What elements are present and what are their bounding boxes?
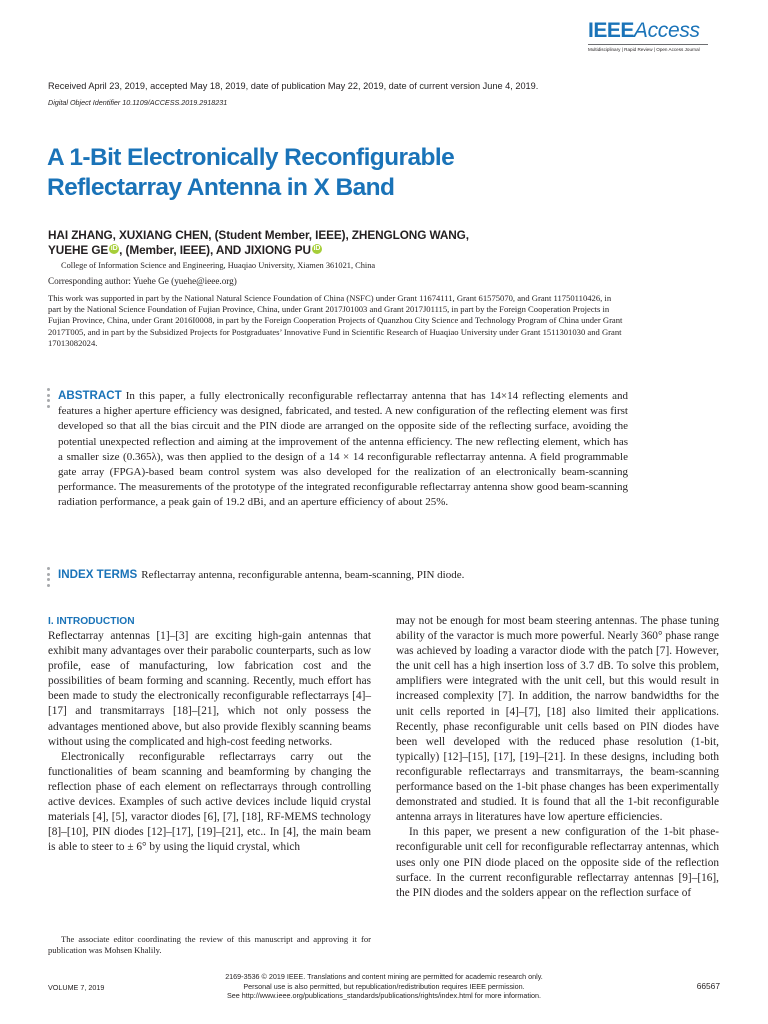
received-dates: Received April 23, 2019, accepted May 18, 2019, date of publication May 22, 2019, date of current version June 4, 2019. xyxy=(48,81,539,91)
logo-tagline: Multidisciplinary | Rapid Review | Open Access Journal xyxy=(588,47,700,52)
license-line-3: See http://www.ieee.org/publications_standards/publications/rights/index.html for more information. xyxy=(226,991,542,1001)
index-terms xyxy=(58,567,628,583)
authors-mid: , (Member, IEEE), AND JIXIONG PU xyxy=(119,243,311,257)
abstract-label: ABSTRACT xyxy=(58,389,122,402)
index-terms-text: Reflectarray antenna, reconfigurable antenna, beam-scanning, PIN diode. xyxy=(141,569,465,581)
doi: Digital Object Identifier 10.1109/ACCESS.2019.2918231 xyxy=(48,98,228,107)
logo-italic: Access xyxy=(633,19,700,42)
editor-note: The associate editor coordinating the review of this manuscript and approving it for publication was Mohsen Khalily. xyxy=(48,934,371,956)
left-paragraph-2: Electronically reconfigurable reflectarrays carry out the functionalities of beam scanning and beamforming by changing the reflection phase of each element on reflectarrays through controlling active devices. Examples of such active devices include liquid crystal materials [4], [5], varactor diodes [6], [7], [18], RF-MEMS technology [8]–[10], PIN diodes [12]–[17], [19]–[21], etc.. In [4], the main beam is able to steer to ± 6° by using the liquid crystal, which xyxy=(48,750,371,854)
page-number: 66567 xyxy=(696,981,720,991)
right-paragraph-2: In this paper, we present a new configuration of the 1-bit phase-reconfigurable unit cell for reconfigurable reflectarray antennas, which uses only one PIN diode placed on the opposite side of the reflection surface. In the current reconfigurable reflectarray antennas [9]–[16], the PIN diodes and the solders appear on the reflection surface of xyxy=(396,826,719,899)
license-line-2: Personal use is also permitted, but republication/redistribution requires IEEE permission. xyxy=(243,981,525,991)
abstract xyxy=(58,388,628,511)
abstract-marker-icon xyxy=(47,388,51,410)
left-column xyxy=(48,614,371,855)
author-ge: YUEHE GE xyxy=(48,243,109,257)
authors xyxy=(48,228,608,258)
license-notice xyxy=(190,972,578,1001)
index-terms-label: INDEX TERMS xyxy=(58,568,138,581)
orcid-icon[interactable]: iD xyxy=(313,245,321,252)
authors-line-1: HAI ZHANG, XUXIANG CHEN, (Student Member, IEEE), ZHENGLONG WANG, xyxy=(48,228,469,242)
title-line-1: A 1-Bit Electronically Reconfigurable xyxy=(47,144,455,171)
left-paragraph-1: Reflectarray antennas [1]–[3] are exciting high-gain antennas that exhibit many advantages over their parabolic counterparts, such as low profile, ease of manufacturing, low fabrication cost and the possibilities of beam forming and scanning. Recently, much effort has been made to study the electronically reconfigurable reflectarrays [4]–[17] and transmitarrays [18]–[21], which not only possess the advantages mentioned above, but also provide flexibly scanning beams without using the complicated and high-cost feeding networks. xyxy=(48,630,371,748)
right-column xyxy=(396,614,719,901)
funding-statement: This work was supported in part by the National Natural Science Foundation of China (NSFC) under Grant 11674111, Grant 61575070, and Grant 11750110426, in part by the National Science Foundation of Fujian Province, China, under Grant 2017J01003 and Grant 2017J01115, in part by the Foreign Cooperation Projects in Fujian Province, China, under Grant 2016I0008, in part by the Foreign Cooperation Projects of Quanzhou City Science and Technology Program of China under Grant 2017T005, and in part by the Subsidized Projects for Postgraduates’ Innovative Fund in Scientific Research of Huaqiao University under Grant 1511301030 and Grant 17013082024. xyxy=(48,293,623,348)
right-paragraph-1: may not be enough for most beam steering antennas. The phase tuning ability of the varactor is much more powerful. Nearly 360° phase range was achieved by loading a varactor diode with the patch [7]. However, the unit cell has a high insertion loss of 3.7 dB. To solve this problem, amplifiers were integrated with the unit cell, but this would result in increased complexity [7]. In addition, the narrow bandwidths for the unit cells reported in [4]–[7], [18] also limited their applications. Recently, phase reconfigurable unit cells based on PIN diodes have been well developed with the reduced phase resolution (1-bit, typically) [12]–[15], [17], [19]–[21]. In these designs, including both reconfigurable reflectarrays and transmitarrays, the beam-scanning performance based on the 1-bit phase changes has been experimentally demonstrated and studied. It is found that all the 1-bit reconfigurable antenna arrays in literatures have low aperture efficiencies. xyxy=(396,615,719,824)
index-terms-marker-icon xyxy=(47,567,51,589)
article-title xyxy=(47,143,607,203)
logo-wordmark xyxy=(588,20,720,42)
journal-logo xyxy=(588,20,720,52)
abstract-text: In this paper, a fully electronically reconfigurable reflectarray antenna that has 14×14 reflecting elements and features a higher aperture efficiency was designed, fabricated, and tested. A new configuration of the reflecting element was first developed so that all the bias circuit and the PIN diode are arranged on the opposite side of the reflecting surface, avoiding the potential unexpected reflection and aiming at the improvement of the antenna efficiency. The new reflecting element, which has a smaller size (0.365λ), was then applied to the design of a 14 × 14 reconfigurable reflectarray antenna. A field programmable gate array (FPGA)-based beam control system was also developed for the realization of an electronically beam-scanning performance. The measurements of the prototype of the integrated reconfigurable reflectarray antenna show good beam-scanning radiation performance, a peak gain of 19.2 dBi, and an aperture efficiency of about 25%. xyxy=(58,390,628,509)
orcid-icon[interactable]: iD xyxy=(110,245,118,252)
logo-bold: IEEE xyxy=(588,19,634,42)
title-line-2: Reflectarray Antenna in X Band xyxy=(47,174,395,201)
corresponding-author: Corresponding author: Yuehe Ge (yuehe@ieee.org) xyxy=(48,276,237,286)
logo-rule xyxy=(588,44,708,45)
section-heading-introduction: I. INTRODUCTION xyxy=(48,616,135,627)
affiliation: College of Information Science and Engineering, Huaqiao University, Xiamen 361021, China xyxy=(61,261,376,270)
license-line-1: 2169-3536 © 2019 IEEE. Translations and content mining are permitted for academic research only. xyxy=(225,972,543,981)
volume-label: VOLUME 7, 2019 xyxy=(48,983,105,992)
